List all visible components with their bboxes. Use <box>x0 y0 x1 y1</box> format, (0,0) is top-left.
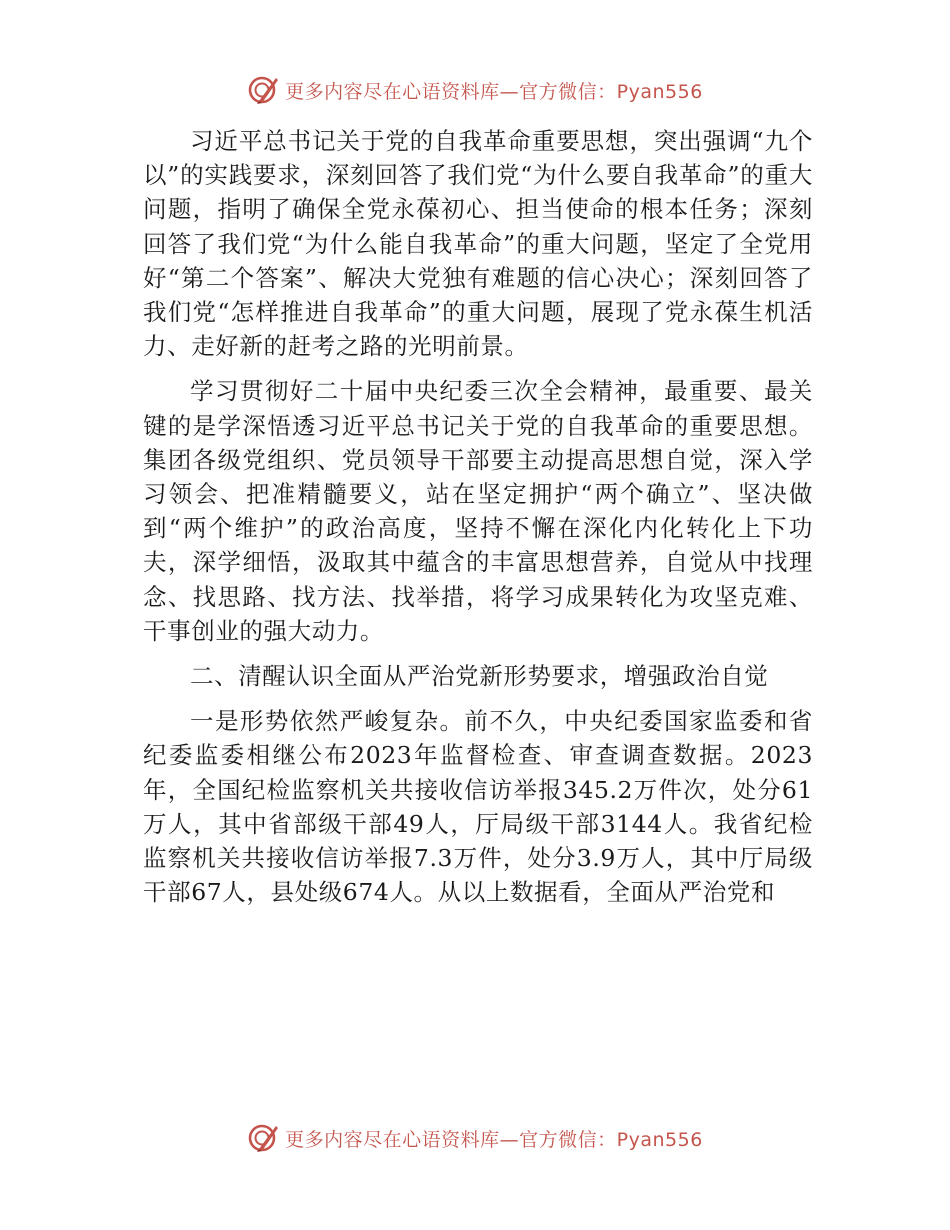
document-body <box>143 124 813 909</box>
pen-logo-icon <box>247 1121 281 1155</box>
paragraph-2: 学习贯彻好二十届中央纪委三次全会精神，最重要、最关键的是学深悟透习近平总书记关于党的自我革命的重要思想。集团各级党组织、党员领导干部要主动提高思想自觉，深入学习领会、把准精髓要义，站在坚定拥护“两个确立”、坚决做到“两个维护”的政治高度，坚持不懈在深化内化转化上下功夫，深学细悟，汲取其中蕴含的丰富思想营养，自觉从中找理念、找思路、找方法、找举措，将学习成果转化为攻坚克难、干事创业的强大动力。 <box>143 377 813 645</box>
paragraph-1: 习近平总书记关于党的自我革命重要思想，突出强调“九个以”的实践要求，深刻回答了我们党“为什么要自我革命”的重大问题，指明了确保全党永葆初心、担当使命的根本任务；深刻回答了我们党“为什么能自我革命”的重大问题，坚定了全党用好“第二个答案”、解决大党独有难题的信心决心；深刻回答了我们党“怎样推进自我革命”的重大问题，展现了党永葆生机活力、走好新的赶考之路的光明前景。 <box>143 127 813 361</box>
section-heading: 二、清醒认识全面从严治党新形势要求，增强政治自觉 <box>190 662 769 691</box>
pen-logo-icon <box>247 73 281 107</box>
watermark-footer <box>0 1118 950 1158</box>
paragraph-3: 一是形势依然严峻复杂。前不久，中央纪委国家监委和省纪委监委相继公布2023年监督检查、审查调查数据。2023年，全国纪检监察机关共接收信访举报345.2万件次，处分61万人，其中省部级干部49人，厅局级干部3144人。我省纪检监察机关共接收信访举报7.3万件，处分3.9万人，其中厅局级干部67人，县处级674人。从以上数据看，全面从严治党和 <box>143 707 813 907</box>
watermark-text: 更多内容尽在心语资料库—官方微信：Pyan556 <box>285 80 703 103</box>
watermark-text: 更多内容尽在心语资料库—官方微信：Pyan556 <box>285 1128 703 1151</box>
watermark-header <box>0 70 950 110</box>
